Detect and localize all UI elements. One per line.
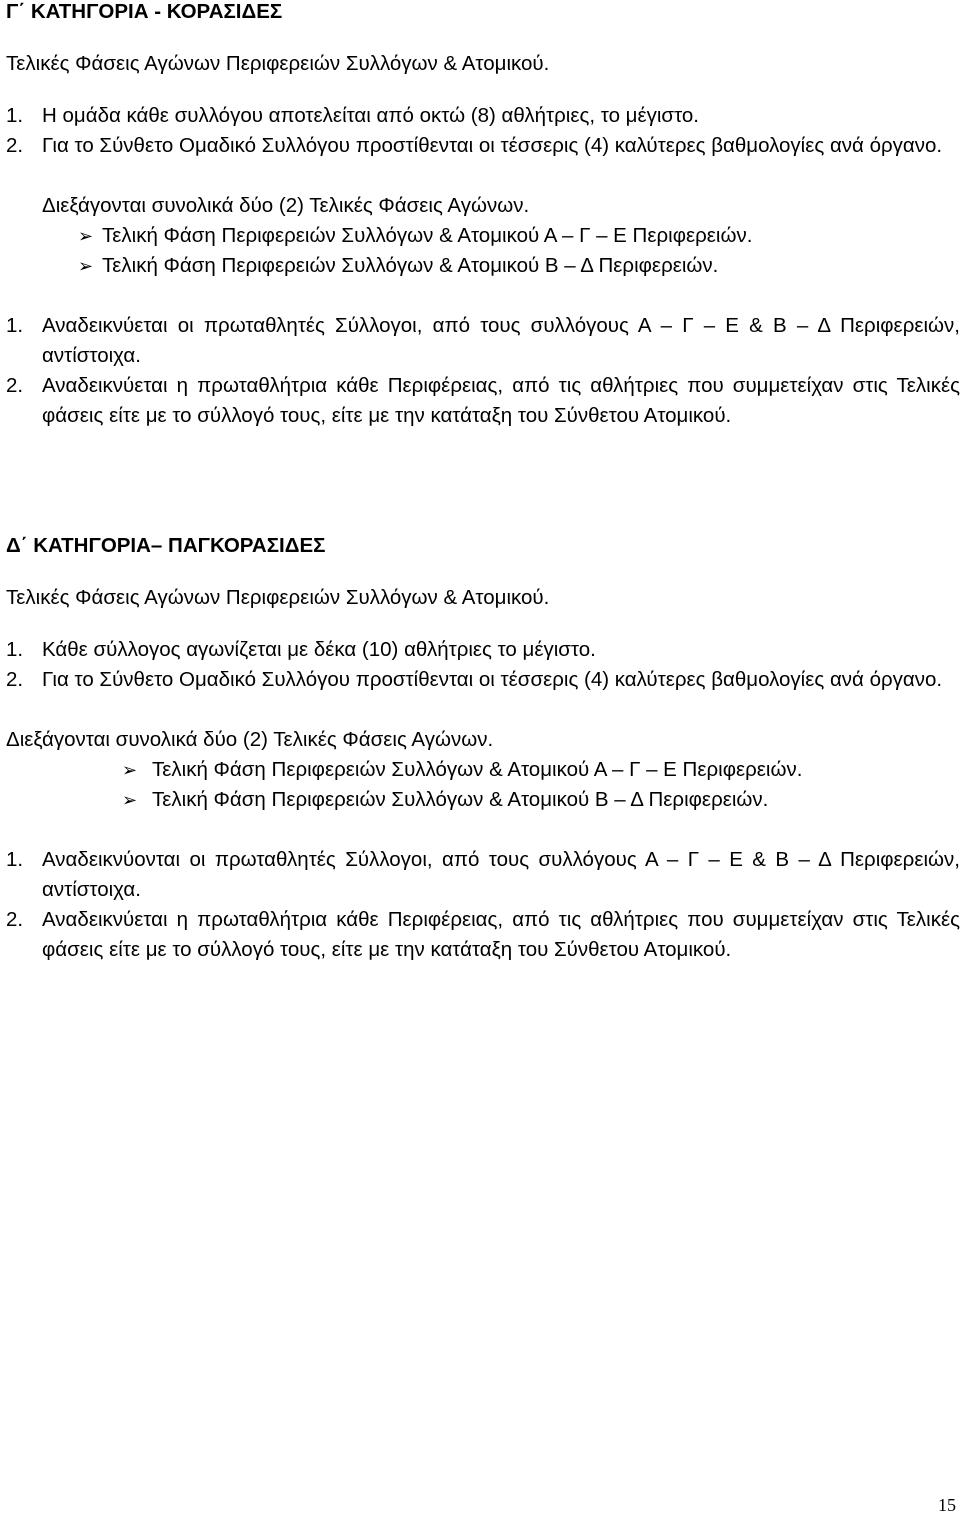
item-text: Τελική Φάση Περιφερειών Συλλόγων & Ατομικού Α – Γ – Ε Περιφερειών. xyxy=(102,224,753,247)
item-number: 2. xyxy=(6,134,24,157)
list-item xyxy=(6,131,960,161)
list-item xyxy=(6,221,960,251)
item-text: Τελική Φάση Περιφερειών Συλλόγων & Ατομικού Β – Δ Περιφερειών. xyxy=(102,254,719,277)
section-category-d xyxy=(6,531,960,965)
item-text: Κάθε σύλλογος αγωνίζεται με δέκα (10) αθλήτριες το μέγιστο. xyxy=(42,638,596,661)
arrowhead-bullet-icon: ➢ xyxy=(78,256,94,276)
item-text: Αναδεικνύονται οι πρωταθλητές Σύλλογοι, από τους συλλόγους Α – Γ – Ε & Β – Δ Περιφερειών, αντίστοιχα. xyxy=(42,848,960,901)
rules-list xyxy=(6,635,960,695)
list-item xyxy=(6,251,960,281)
list-item xyxy=(6,845,960,905)
list-item xyxy=(6,785,960,815)
item-text: Τελική Φάση Περιφερειών Συλλόγων & Ατομικού Β – Δ Περιφερειών. xyxy=(152,788,769,811)
phases-intro: Διεξάγονται συνολικά δύο (2) Τελικές Φάσεις Αγώνων. xyxy=(42,194,530,217)
item-number: 2. xyxy=(6,668,24,691)
item-text: Η ομάδα κάθε συλλόγου αποτελείται από οκτώ (8) αθλήτριες, το μέγιστο. xyxy=(42,104,699,127)
section-title: Δ΄ ΚΑΤΗΓΟΡΙΑ– ΠΑΓΚΟΡΑΣΙΔΕΣ xyxy=(6,534,326,557)
outcomes-list xyxy=(6,311,960,431)
section-subtitle: Τελικές Φάσεις Αγώνων Περιφερειών Συλλόγων & Ατομικού. xyxy=(6,52,550,75)
section-subtitle: Τελικές Φάσεις Αγώνων Περιφερειών Συλλόγων & Ατομικού. xyxy=(6,586,550,609)
phases-list xyxy=(6,221,960,281)
list-item xyxy=(6,311,960,371)
arrowhead-bullet-icon: ➢ xyxy=(122,760,138,780)
document-page xyxy=(6,0,960,965)
list-item xyxy=(6,371,960,431)
item-text: Τελική Φάση Περιφερειών Συλλόγων & Ατομικού Α – Γ – Ε Περιφερειών. xyxy=(152,758,803,781)
list-item xyxy=(6,905,960,965)
item-text: Για το Σύνθετο Ομαδικό Συλλόγου προστίθενται οι τέσσερις (4) καλύτερες βαθμολογίες ανά όργανο. xyxy=(42,668,943,691)
item-text: Αναδεικνύεται οι πρωταθλητές Σύλλογοι, από τους συλλόγους Α – Γ – Ε & Β – Δ Περιφερειών, αντίστοιχα. xyxy=(42,314,960,367)
list-item xyxy=(6,101,960,131)
list-item xyxy=(6,665,960,695)
item-number: 1. xyxy=(6,104,24,127)
item-text: Για το Σύνθετο Ομαδικό Συλλόγου προστίθενται οι τέσσερις (4) καλύτερες βαθμολογίες ανά όργανο. xyxy=(42,134,943,157)
item-number: 1. xyxy=(6,848,24,871)
item-number: 2. xyxy=(6,374,24,397)
list-item xyxy=(6,635,960,665)
outcomes-list xyxy=(6,845,960,965)
list-item xyxy=(6,755,960,785)
page-number: 15 xyxy=(938,1495,956,1515)
phases-list xyxy=(6,755,960,815)
item-text: Αναδεικνύεται η πρωταθλήτρια κάθε Περιφέρειας, από τις αθλήτριες που συμμετείχαν στις Τελικές φάσεις είτε με το σύλλογό τους, είτε με την κατάταξη του Σύνθετου Ατομικού. xyxy=(42,908,960,961)
rules-list xyxy=(6,101,960,161)
item-number: 1. xyxy=(6,638,24,661)
arrowhead-bullet-icon: ➢ xyxy=(78,226,94,246)
item-text: Αναδεικνύεται η πρωταθλήτρια κάθε Περιφέρειας, από τις αθλήτριες που συμμετείχαν στις Τελικές φάσεις είτε με το σύλλογό τους, είτε με την κατάταξη του Σύνθετου Ατομικού. xyxy=(42,374,960,427)
arrowhead-bullet-icon: ➢ xyxy=(122,790,138,810)
section-category-c xyxy=(6,0,960,431)
phases-intro: Διεξάγονται συνολικά δύο (2) Τελικές Φάσεις Αγώνων. xyxy=(6,728,494,751)
item-number: 2. xyxy=(6,908,24,931)
section-title: Γ΄ ΚΑΤΗΓΟΡΙΑ - ΚΟΡΑΣΙΔΕΣ xyxy=(6,0,283,23)
item-number: 1. xyxy=(6,314,24,337)
